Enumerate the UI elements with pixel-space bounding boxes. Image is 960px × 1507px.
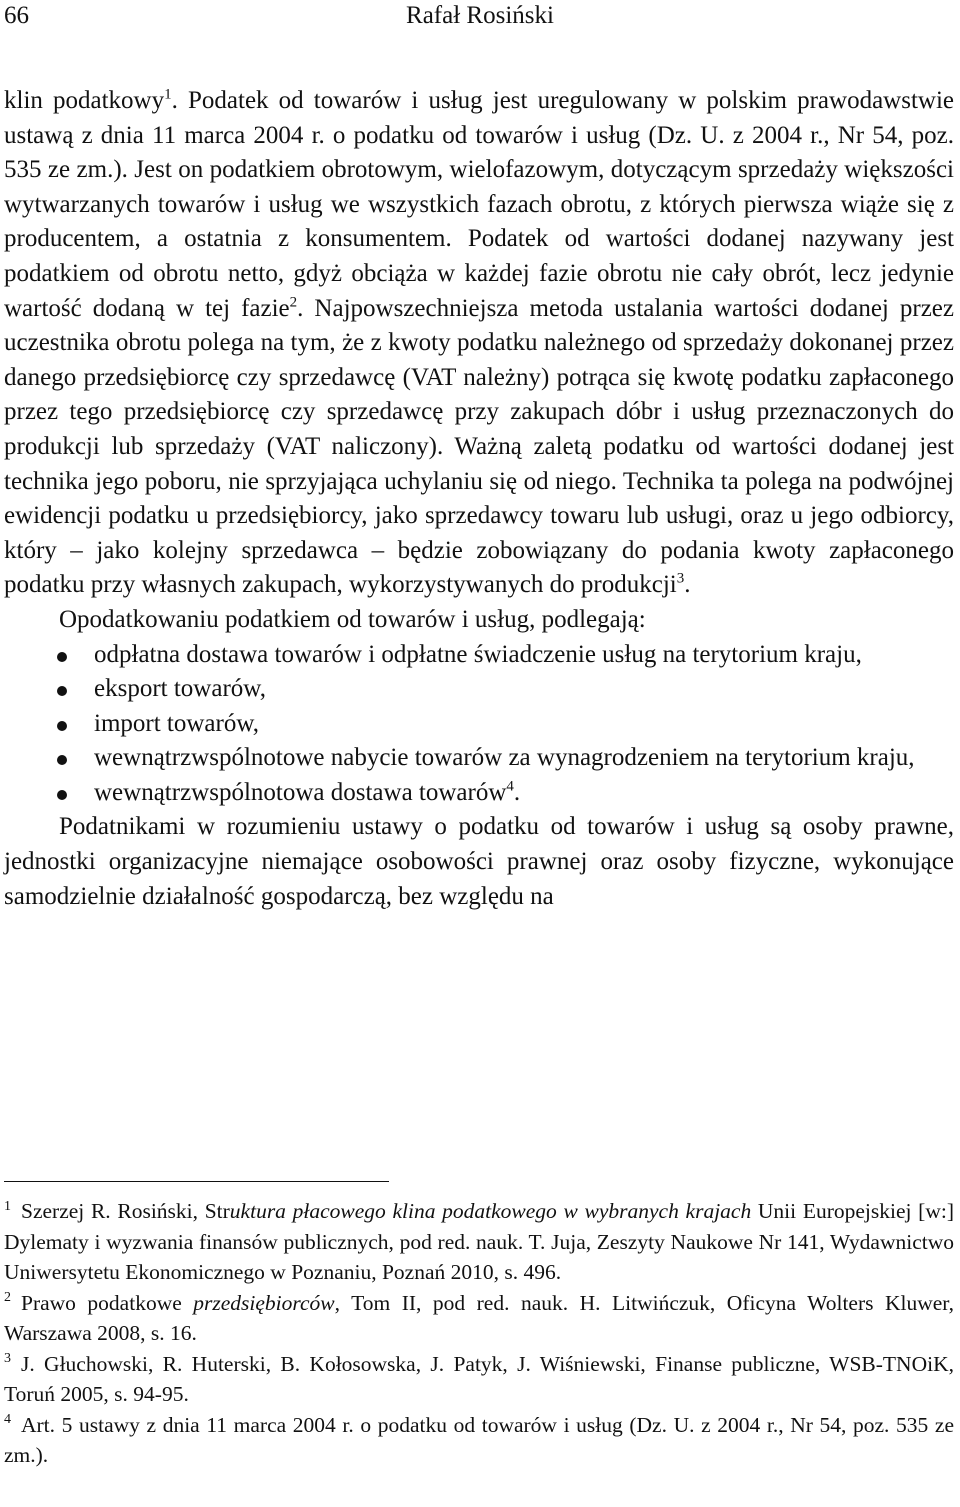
footnote-4 xyxy=(4,1410,954,1471)
bullet-icon xyxy=(57,721,67,731)
paragraph-1 xyxy=(4,84,954,603)
footnote-2 xyxy=(4,1288,954,1349)
list-item-end: . xyxy=(513,778,521,806)
footnote-number: 2 xyxy=(4,1290,11,1306)
footnote-number: 3 xyxy=(4,1351,11,1367)
list-item-text: odpłatna dostawa towarów i odpłatne świadczenie usług na terytorium kraju, xyxy=(94,640,862,668)
list-item xyxy=(4,776,954,811)
paragraph-1-part-c: . Najpowszechniejsza metoda ustalania wartości dodanej przez uczestnika obrotu polega na tym, że z kwoty podatku należnego od sprzedaży dokonanej przez danego przedsiębiorcę czy sprzedawcę (VAT należny) potrąca się kwotę podatku zapłaconego przez tego przedsiębiorcę czy sprzedawcę przy zakupach dóbr i usług przeznaczonych do produkcji lub sprzedaży (VAT naliczony). Ważną zaletą podatku od wartości dodanej jest technika jego poboru, nie sprzyjająca uchylaniu się od niego. Technika ta polega na podwójnej ewidencji podatku u przedsiębiorcy, jako sprzedawcy towaru lub usługi, oraz u jego odbiorcy, który – jako kolejny sprzedawca – będzie zobowiązany do podania kwoty zapłaconego podatku przy własnych zakupach, wykorzystywanych do produkcji xyxy=(4,294,954,599)
footnote-text: Prawo podatkowe xyxy=(21,1290,194,1315)
footnote-text-end: Unii Europejskiej [w:] Dylematy i wyzwania finansów publicznych, pod red. nauk. T. Juja, Zeszyty Naukowe Nr 141, Wydawnictwo Uniwersytetu Ekonomicznego w Poznaniu, Poznań 2010, s. 496. xyxy=(4,1199,954,1284)
footnote-text-end: , Tom II, pod red. nauk. H. Litwińczuk, Oficyna Wolters Kluwer, Warszawa 2008, s. 16. xyxy=(4,1290,954,1345)
footnote-number: 4 xyxy=(4,1412,11,1428)
list-item xyxy=(4,638,954,673)
running-head-author: Rafał Rosiński xyxy=(406,2,554,29)
bullet-icon xyxy=(57,790,67,800)
footnote-ref-3[interactable]: 3 xyxy=(676,570,685,587)
footnote-ref-1[interactable]: 1 xyxy=(164,86,172,103)
footnote-divider xyxy=(4,1181,389,1182)
list-item-text: wewnątrzwspólnotowe nabycie towarów za wynagrodzeniem na terytorium kraju, xyxy=(94,744,915,772)
footnote-text: J. Głuchowski, R. Huterski, B. Kołosowska, J. Patyk, J. Wiśniewski, Finanse publiczne, WSB-TNOiK, Toruń 2005, s. 94-95. xyxy=(4,1351,954,1406)
footnote-title-italic: uktura płacowego klina podatkowego w wybranych krajach xyxy=(229,1199,752,1223)
page-header xyxy=(0,0,960,40)
footnotes xyxy=(4,1196,954,1471)
bullet-list xyxy=(4,638,954,811)
footnote-number: 1 xyxy=(4,1198,11,1214)
list-item-text: wewnątrzwspólnotowa dostawa towarów xyxy=(94,778,507,806)
paragraph-2: Opodatkowaniu podatkiem od towarów i usług, podlegają: xyxy=(59,605,646,633)
paragraph-1-part-b: . Podatek od towarów i usług jest uregulowany w polskim prawodawstwie ustawą z dnia 11 marca 2004 r. o podatku od towarów i usług (Dz. U. z 2004 r., Nr 54, poz. 535 ze zm.). Jest on podatkiem obrotowym, wielofazowym, dotyczącym sprzedaży większości wytwarzanych towarów i usług we wszystkich fazach obrotu, z których pierwsza wiąże się z producentem, a ostatnia z konsumentem. Podatek od wartości dodanej nazywany jest podatkiem od obrotu netto, gdyż obciąża w każdej fazie obrotu nie cały obrót, lecz jedynie wartość dodaną w tej fazie xyxy=(4,87,955,322)
paragraph-1-part-d: . xyxy=(684,571,691,599)
footnote-title-italic: przedsiębiorców xyxy=(193,1290,335,1315)
paragraph-3: Podatnikami w rozumieniu ustawy o podatku od towarów i usług są osoby prawne, jednostki organizacyjne niemające osobowości prawnej oraz osoby fizyczne, wykonujące samodzielnie działalność gospodarczą, bez względu na xyxy=(4,813,954,910)
list-item xyxy=(4,741,954,776)
list-item-text: import towarów, xyxy=(94,709,260,737)
bullet-icon xyxy=(57,755,67,765)
list-item xyxy=(4,707,954,742)
page-number: 66 xyxy=(4,2,29,29)
list-item xyxy=(4,672,954,707)
bullet-icon xyxy=(57,652,67,662)
list-item-text: eksport towarów, xyxy=(94,675,266,703)
body-text xyxy=(4,84,954,914)
footnote-text: Art. 5 ustawy z dnia 11 marca 2004 r. o podatku od towarów i usług (Dz. U. z 2004 r., Nr 54, poz. 535 ze zm.). xyxy=(4,1412,954,1467)
paragraph-1-part-a: klin podatkowy xyxy=(4,87,165,114)
footnote-ref-2[interactable]: 2 xyxy=(289,294,298,311)
bullet-icon xyxy=(57,686,67,696)
footnote-ref-4[interactable]: 4 xyxy=(506,778,514,795)
footnote-3 xyxy=(4,1349,954,1410)
footnote-1 xyxy=(4,1196,954,1288)
footnote-text: Szerzej R. Rosiński, Str xyxy=(21,1199,230,1223)
